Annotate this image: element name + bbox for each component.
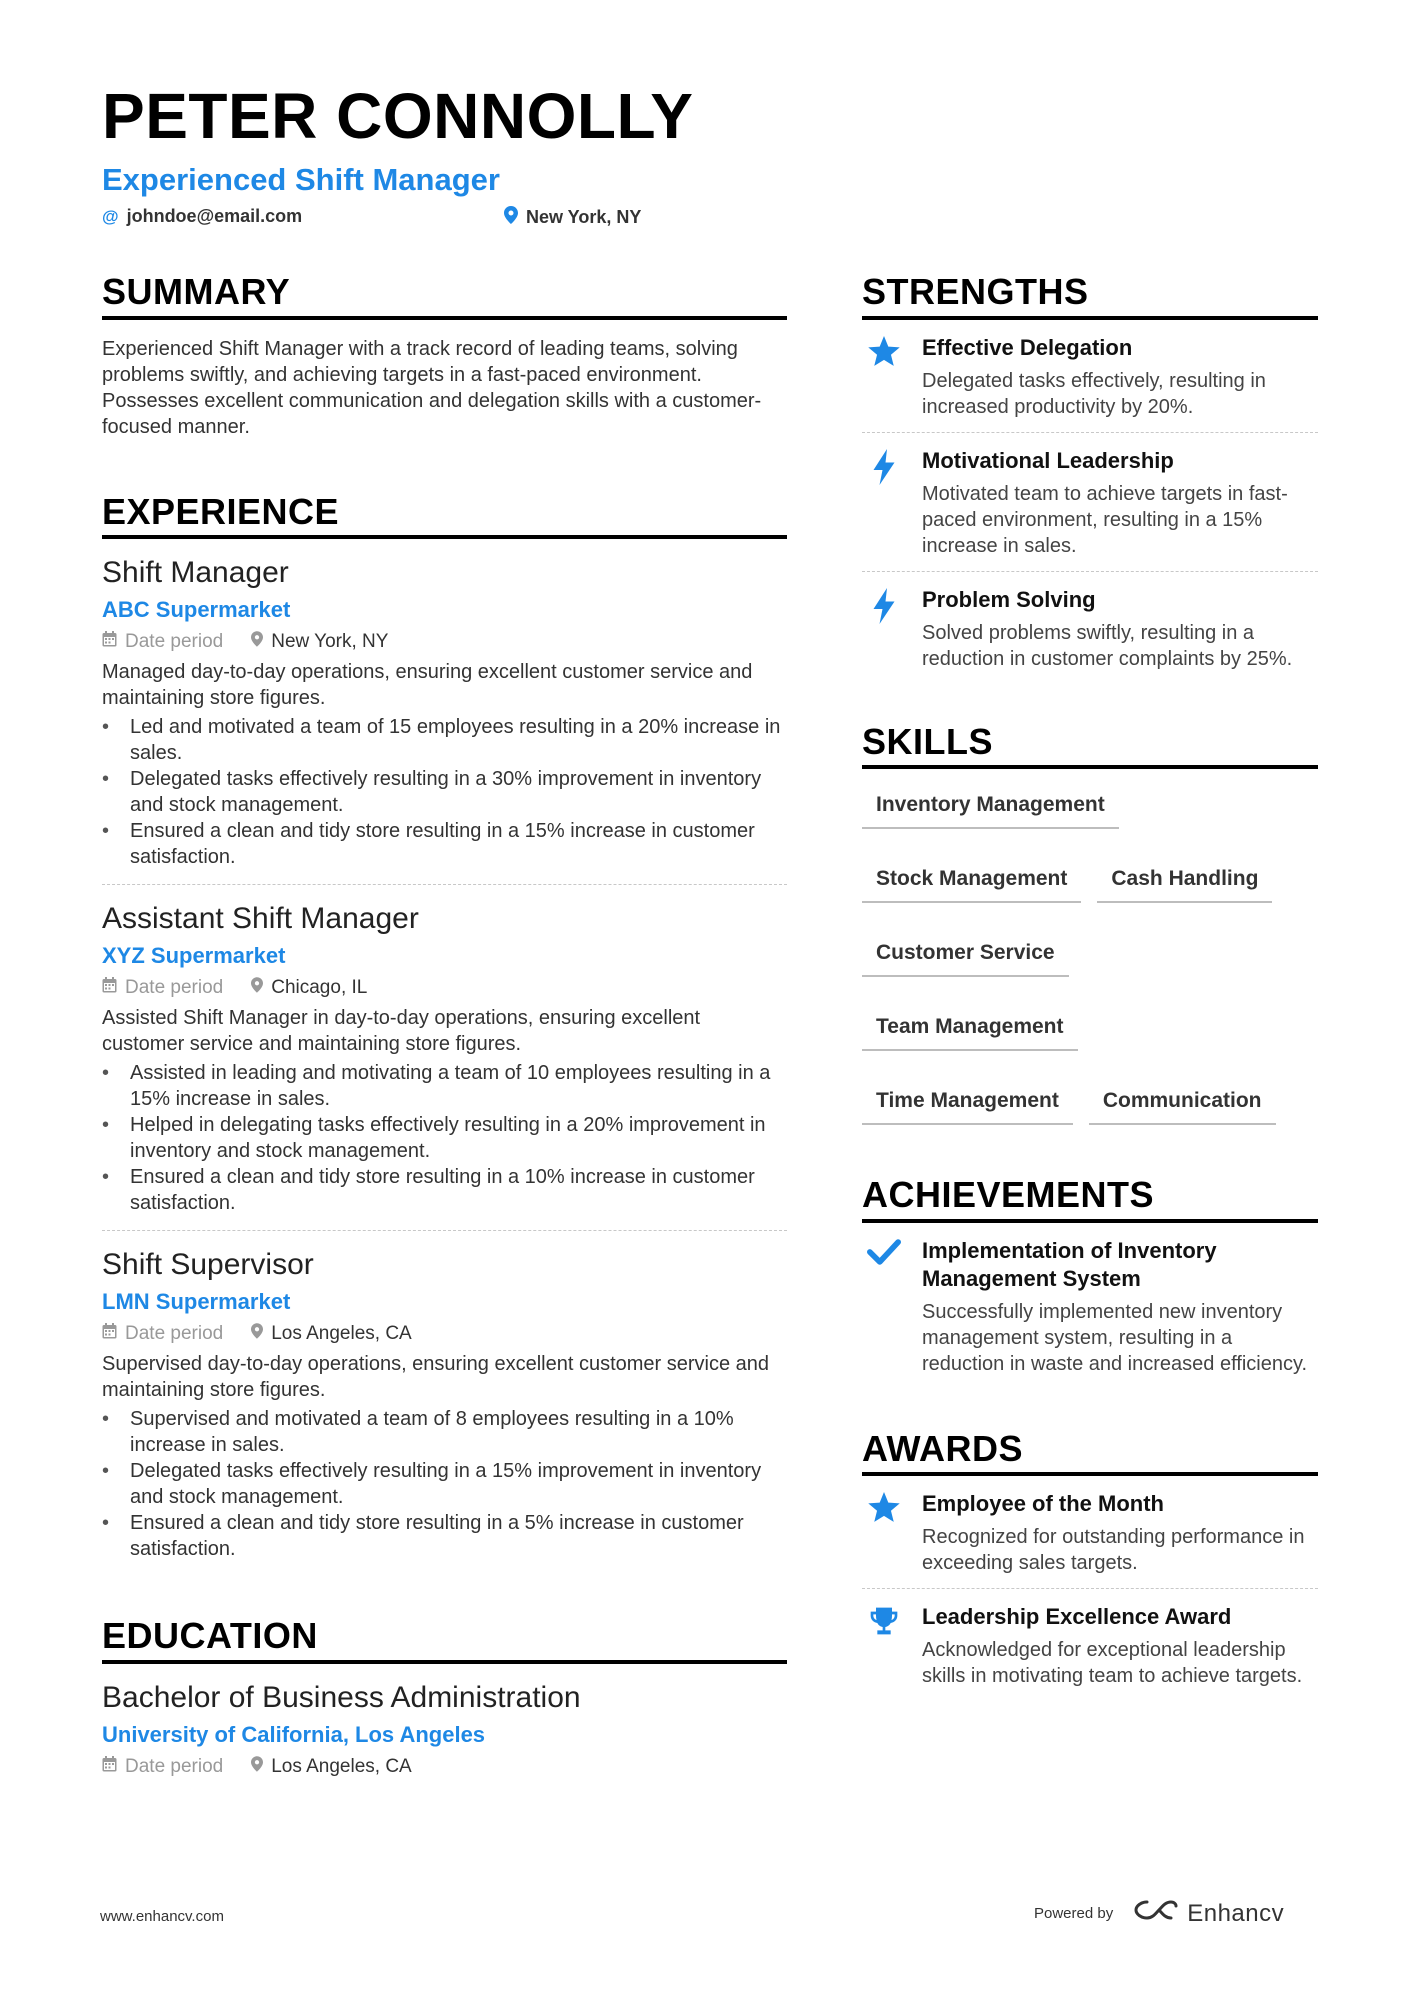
achievements-section [862, 1175, 1318, 1389]
section-title-summary: SUMMARY [102, 272, 787, 320]
calendar-icon [102, 631, 117, 653]
summary-text: Experienced Shift Manager with a track record of leading teams, solving problems swiftly, and achieving targets in a fast-paced environment. Possesses excellent communication and delegation skills with a customer-focused manner. [102, 337, 762, 438]
education-section [102, 1616, 787, 1792]
strength-desc: Motivated team to achieve targets in fast-paced environment, resulting in a 15% increase in sales. [922, 482, 1288, 557]
job-description: Assisted Shift Manager in day-to-day operations, ensuring excellent customer service and maintaining store figures. [102, 1007, 701, 1056]
trophy-icon [862, 1603, 906, 1689]
job-bullets [102, 1060, 787, 1216]
job-meta [102, 1323, 787, 1345]
strength-item [862, 433, 1318, 572]
strength-item [862, 572, 1318, 684]
star-icon [862, 1490, 906, 1576]
lightning-icon [862, 586, 906, 672]
awards-section [862, 1429, 1318, 1702]
star-icon [862, 334, 906, 420]
job-bullet: • Helped in delegating tasks effectively resulting in a 20% improvement in inventory and stock management. [102, 1112, 787, 1164]
achievement-desc: Successfully implemented new inventory management system, resulting in a reduction in waste and increased efficiency. [922, 1300, 1308, 1375]
skill-tag: Team Management [862, 1009, 1078, 1051]
job-bullet: • Ensured a clean and tidy store resulting in a 5% increase in customer satisfaction. [102, 1510, 787, 1562]
experience-list [102, 539, 787, 1576]
skill-tag: Customer Service [862, 935, 1069, 977]
job-bullet: • Delegated tasks effectively resulting in a 30% improvement in inventory and stock management. [102, 766, 787, 818]
at-icon: @ [102, 206, 119, 226]
skill-tag: Inventory Management [862, 787, 1119, 829]
strength-title: Effective Delegation [922, 334, 1133, 360]
section-title-experience: EXPERIENCE [102, 492, 787, 540]
experience-item [102, 539, 787, 885]
enhancv-logo-text: Enhancv [1187, 1899, 1285, 1927]
section-title-awards: AWARDS [862, 1429, 1318, 1477]
job-bullet: • Ensured a clean and tidy store resulting in a 10% increase in customer satisfaction. [102, 1164, 787, 1216]
company-name: XYZ Supermarket [102, 943, 286, 969]
contact-email[interactable] [102, 206, 302, 227]
skills-list [862, 769, 1318, 1125]
job-title: Shift Supervisor [102, 1248, 314, 1282]
job-bullet: • Assisted in leading and motivating a team of 10 employees resulting in a 15% increase in sales. [102, 1060, 787, 1112]
strength-desc: Solved problems swiftly, resulting in a reduction in customer complaints by 25%. [922, 621, 1293, 670]
location-pin-icon [251, 631, 263, 653]
skill-tag: Cash Handling [1097, 861, 1272, 903]
award-desc: Acknowledged for exceptional leadership skills in motivating team to achieve targets. [922, 1639, 1303, 1688]
location-pin-icon [251, 1323, 263, 1345]
calendar-icon [102, 1756, 117, 1778]
footer-website[interactable]: www.enhancv.com [100, 1908, 224, 1925]
check-icon [862, 1237, 906, 1377]
contact-location [504, 206, 641, 229]
lightning-icon [862, 447, 906, 559]
skills-section [862, 722, 1318, 1126]
enhancv-logo-icon [1133, 1898, 1179, 1929]
award-item [862, 1476, 1318, 1589]
skill-tag: Time Management [862, 1083, 1073, 1125]
company-name: ABC Supermarket [102, 597, 291, 623]
award-item [862, 1589, 1318, 1701]
section-title-skills: SKILLS [862, 722, 1318, 770]
award-title: Employee of the Month [922, 1491, 1164, 1517]
job-bullet: • Ensured a clean and tidy store resulting in a 15% increase in customer satisfaction. [102, 818, 787, 870]
job-bullet: • Led and motivated a team of 15 employees resulting in a 20% increase in sales. [102, 714, 787, 766]
job-bullets [102, 1406, 787, 1562]
strengths-section [862, 272, 1318, 684]
location-pin-icon [251, 1756, 263, 1778]
job-meta [102, 631, 787, 653]
job-date: Date period [102, 1323, 223, 1345]
experience-item [102, 885, 787, 1231]
candidate-role: Experienced Shift Manager [102, 162, 500, 197]
enhancv-logo[interactable] [1133, 1898, 1284, 1929]
job-title: Assistant Shift Manager [102, 902, 419, 936]
award-desc: Recognized for outstanding performance in exceeding sales targets. [922, 1526, 1305, 1575]
education-location: Los Angeles, CA [251, 1756, 411, 1778]
experience-section [102, 492, 787, 1577]
strength-title: Motivational Leadership [922, 447, 1174, 473]
school-name: University of California, Los Angeles [102, 1721, 486, 1747]
job-description: Supervised day-to-day operations, ensuring excellent customer service and maintaining store figures. [102, 1353, 770, 1402]
award-title: Leadership Excellence Award [922, 1604, 1232, 1630]
powered-by-label: Powered by [1034, 1905, 1114, 1922]
company-name: LMN Supermarket [102, 1289, 291, 1315]
job-date: Date period [102, 977, 223, 999]
education-meta [102, 1756, 787, 1778]
email-text: johndoe@email.com [126, 206, 303, 226]
job-bullets [102, 714, 787, 870]
job-bullet: • Delegated tasks effectively resulting in a 15% improvement in inventory and stock management. [102, 1458, 787, 1510]
achievement-item [862, 1223, 1318, 1389]
strength-desc: Delegated tasks effectively, resulting in increased productivity by 20%. [922, 369, 1266, 418]
location-text: New York, NY [526, 207, 642, 227]
right-column [862, 272, 1318, 1701]
summary-section [102, 272, 787, 440]
job-bullet: • Supervised and motivated a team of 8 employees resulting in a 10% increase in sales. [102, 1406, 787, 1458]
job-title: Shift Manager [102, 556, 289, 590]
job-location: New York, NY [251, 631, 388, 653]
education-item [102, 1664, 787, 1792]
footer-branding [1034, 1898, 1284, 1929]
section-title-education: EDUCATION [102, 1616, 787, 1664]
section-title-achievements: ACHIEVEMENTS [862, 1175, 1318, 1223]
skill-tag: Stock Management [862, 861, 1081, 903]
degree-title: Bachelor of Business Administration [102, 1680, 581, 1714]
calendar-icon [102, 977, 117, 999]
location-pin-icon [251, 977, 263, 999]
education-date: Date period [102, 1756, 223, 1778]
job-location: Chicago, IL [251, 977, 367, 999]
calendar-icon [102, 1323, 117, 1345]
location-pin-icon [504, 206, 518, 229]
section-title-strengths: STRENGTHS [862, 272, 1318, 320]
job-location: Los Angeles, CA [251, 1323, 411, 1345]
candidate-name: PETER CONNOLLY [102, 80, 694, 152]
left-column [102, 272, 787, 1792]
achievement-title: Implementation of Inventory Management System [922, 1237, 1217, 1291]
strength-item [862, 320, 1318, 433]
job-date: Date period [102, 631, 223, 653]
job-description: Managed day-to-day operations, ensuring excellent customer service and maintaining store figures. [102, 661, 753, 710]
skill-tag: Communication [1089, 1083, 1276, 1125]
strength-title: Problem Solving [922, 586, 1096, 612]
job-meta [102, 977, 787, 999]
experience-item [102, 1231, 787, 1576]
